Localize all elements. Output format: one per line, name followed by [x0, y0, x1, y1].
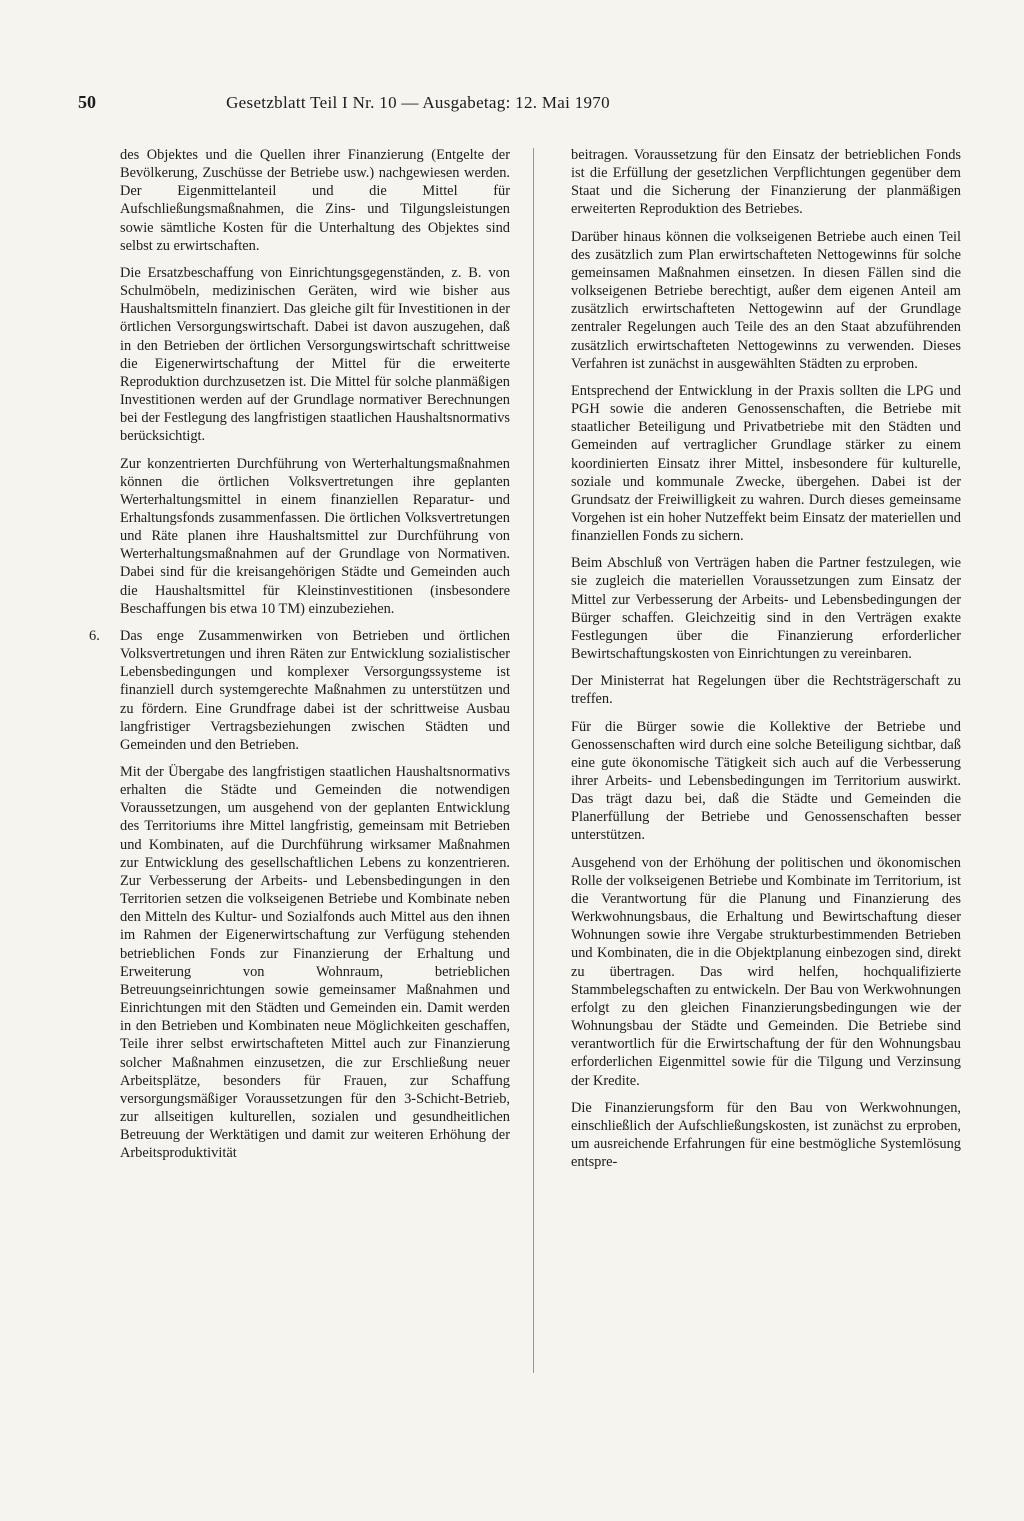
paragraph: Ausgehend von der Erhöhung der politischen und ökonomischen Rolle der volkseigenen Betriebe und Kombinate im Territorium, ist die Verantwortung für die Planung und Finanzierung des Werkwohnungsbaus, die Erhaltung und Bewirtschaftung dieser Wohnungen sowie ihre Vergabe strukturbestimmenden Betrieben und Kombinaten, die in die Objektplanung einbezogen sind, direkt zu übertragen. Das wird helfen, hochqualifizierte Stammbelegschaften zu entwickeln. Der Bau von Werkwohnungen erfolgt zu den gleichen Finanzierungsbedingungen wie der Wohnungsbau der Städte und Gemeinden. Die Betriebe sind verantwortlich für die Erwirtschaftung der für den Wohnungsbau erforderlichen Eigenmittel sowie für die Tilgung und Verzinsung der Kredite.	[571, 854, 961, 1089]
paragraph: des Objektes und die Quellen ihrer Finanzierung (Entgelte der Bevölkerung, Zuschüsse der Betriebe usw.) nachgewiesen werden. Der Eigenmittelanteil und die Mittel für Aufschließungsmaßnahmen, die Zins- und Tilgungsleistungen sowie sämtliche Kosten für die Unterhaltung des Objektes sind selbst zu erwirtschaften.	[120, 147, 510, 254]
column-divider	[533, 148, 534, 1373]
paragraph: Beim Abschluß von Verträgen haben die Partner festzulegen, wie sie zugleich die materiellen Voraussetzungen zum Einsatz der Mittel zur Verbesserung der Arbeits- und Lebensbedingungen der Bürger schaffen. Gleichzeitig sind in den Verträgen exakte Festlegungen über die Finanzierung erforderlicher Bewirtschaftungskosten von Einrichtungen zu vereinbaren.	[571, 555, 961, 663]
right-column	[571, 146, 961, 1180]
paragraph: Darüber hinaus können die volkseigenen Betriebe auch einen Teil des zusätzlich zum Plan erwirtschafteten Nettogewinns für solche gemeinsamen Maßnahmen einsetzen. In diesen Fällen sind die volkseigenen Betriebe berechtigt, außer dem eigenen Anteil am zusätzlich erwirtschafteten Nettogewinn auf der Grundlage zentraler Regelungen auch Teile des an den Staat abzuführenden zusätzlich erwirtschafteten Nettogewinns zu verwenden. Dieses Verfahren ist zunächst in ausgewählten Städten zu erproben.	[571, 228, 961, 372]
paragraph: Entsprechend der Entwicklung in der Praxis sollten die LPG und PGH sowie die anderen Genossenschaften, die Betriebe mit staatlicher Beteiligung und Privatbetriebe mit den Städten und Gemeinden auf vertraglicher Grundlage stärker zu einem koordinierten Einsatz ihrer Mittel, insbesondere für kulturelle, soziale und kommunale Zwecke, übergehen. Dabei ist der Grundsatz der Freiwilligkeit zu wahren. Durch dieses gemeinsame Vorgehen ist ein hoher Nutzeffekt beim Einsatz der materiellen und finanziellen Fonds zu sichern.	[571, 382, 961, 545]
paragraph: Zur konzentrierten Durchführung von Werterhaltungsmaßnahmen können die örtlichen Volksvertretungen ihre geplanten Werterhaltungsmittel in einem finanziellen Reparatur- und Erhaltungsfonds zusammenfassen. Die örtlichen Volksvertretungen und Räte planen ihre Haushaltsmittel zur Durchführung von Werterhaltungsmaßnahmen auf der Grundlage von Normativen. Dabei sind für die kreisangehörigen Städte und Gemeinden auch die Haushaltsmittel für Kleinstinvestitionen (insbesondere Beschaffungen bis etwa 10 TM) einzubeziehen.	[120, 455, 510, 617]
header-title: Gesetzblatt Teil I Nr. 10 — Ausgabetag: 12. Mai 1970	[226, 93, 610, 112]
paragraph: beitragen. Voraussetzung für den Einsatz der betrieblichen Fonds ist die Erfüllung der gesetzlichen Verpflichtungen gegenüber dem Staat und die Sicherung der Finanzierung der planmäßigen erweiterten Reproduktion des Betriebes.	[571, 147, 961, 218]
page-number: 50	[78, 92, 96, 112]
paragraph: Die Finanzierungsform für den Bau von Werkwohnungen, einschließlich der Aufschließungskosten, ist zunächst zu erproben, um ausreichende Erfahrungen für eine bestmögliche Systemlösung entspre-	[571, 1099, 961, 1171]
section-number: 6.	[89, 627, 100, 644]
paragraph: Für die Bürger sowie die Kollektive der Betriebe und Genossenschaften wird durch eine solche Beteiligung sichtbar, daß eine gute ökonomische Tätigkeit sich auch auf die Verbesserung ihrer Arbeits- und Lebensbedingungen im Territorium auswirkt. Das trägt dazu bei, daß die Städte und Gemeinden die Planerfüllung der Betriebe und Genossenschaften besser unterstützen.	[571, 718, 961, 844]
left-column	[89, 146, 510, 1171]
numbered-paragraph: 6. Das enge Zusammenwirken von Betrieben und örtlichen Volksvertretungen und ihren Räten zur Entwicklung sozialistischer Lebensbedingungen und komplexer Versorgungssysteme ist finanziell durch systemgerechte Maßnahmen zu unterstützen und zu fördern. Eine Grundfrage dabei ist der schrittweise Ausbau langfristiger Vertragsbeziehungen zwischen Städten und Gemeinden und den Betrieben.	[89, 627, 510, 753]
page-header	[78, 92, 758, 116]
paragraph: Die Ersatzbeschaffung von Einrichtungsgegenständen, z. B. von Schulmöbeln, medizinischen Geräten, wird wie bisher aus Haushaltsmitteln finanziert. Das gleiche gilt für Investitionen in der örtlichen Versorgungswirtschaft. Dabei ist davon auszugehen, daß in den Betrieben der örtlichen Versorgungswirtschaft schrittweise die Eigenerwirtschaftung der Mittel für die erweiterte Reproduktion durchzusetzen ist. Die Mittel für solche planmäßigen Investitionen werden auf der Grundlage normativer Berechnungen bei der Festlegung des langfristigen staatlichen Haushaltsnormativs berücksichtigt.	[120, 264, 510, 445]
paragraph: Der Ministerrat hat Regelungen über die Rechtsträgerschaft zu treffen.	[571, 673, 961, 708]
paragraph: Mit der Übergabe des langfristigen staatlichen Haushaltsnormativs erhalten die Städte und Gemeinden die notwendigen Voraussetzungen, um ausgehend von der geplanten Entwicklung des Territoriums ihre Mittel langfristig, gemeinsam mit Betrieben und Kombinaten, auf die Durchführung wirksamer Maßnahmen zur Entwicklung des gesellschaftlichen Lebens zu konzentrieren. Zur Verbesserung der Arbeits- und Lebensbedingungen in den Territorien setzen die volkseigenen Betriebe und Kombinate neben den Mitteln des Kultur- und Sozialfonds auch Mittel aus den ihnen im Rahmen der Eigenerwirtschaftung zur Verfügung stehenden betrieblichen Fonds zur Finanzierung der Erhaltung und Erweiterung von Wohnraum, betrieblichen Betreuungseinrichtungen sowie gemeinsamer Maßnahmen und Einrichtungen mit den Städten und Gemeinden ein. Damit werden in den Betrieben und Kombinaten neue Möglichkeiten geschaffen, Teile ihrer selbst erwirtschafteten Mittel auch zur Finanzierung solcher Maßnahmen einzusetzen, die zur Erschließung neuer Arbeitsplätze, besonders für Frauen, zur Schaffung versorgungsmäßiger Voraussetzungen für den 3-Schicht-Betrieb, zur allseitigen kulturellen, sozialen und gesundheitlichen Betreuung der Werktätigen und damit zur weiteren Erhöhung der Arbeitsproduktivität	[120, 764, 510, 1162]
